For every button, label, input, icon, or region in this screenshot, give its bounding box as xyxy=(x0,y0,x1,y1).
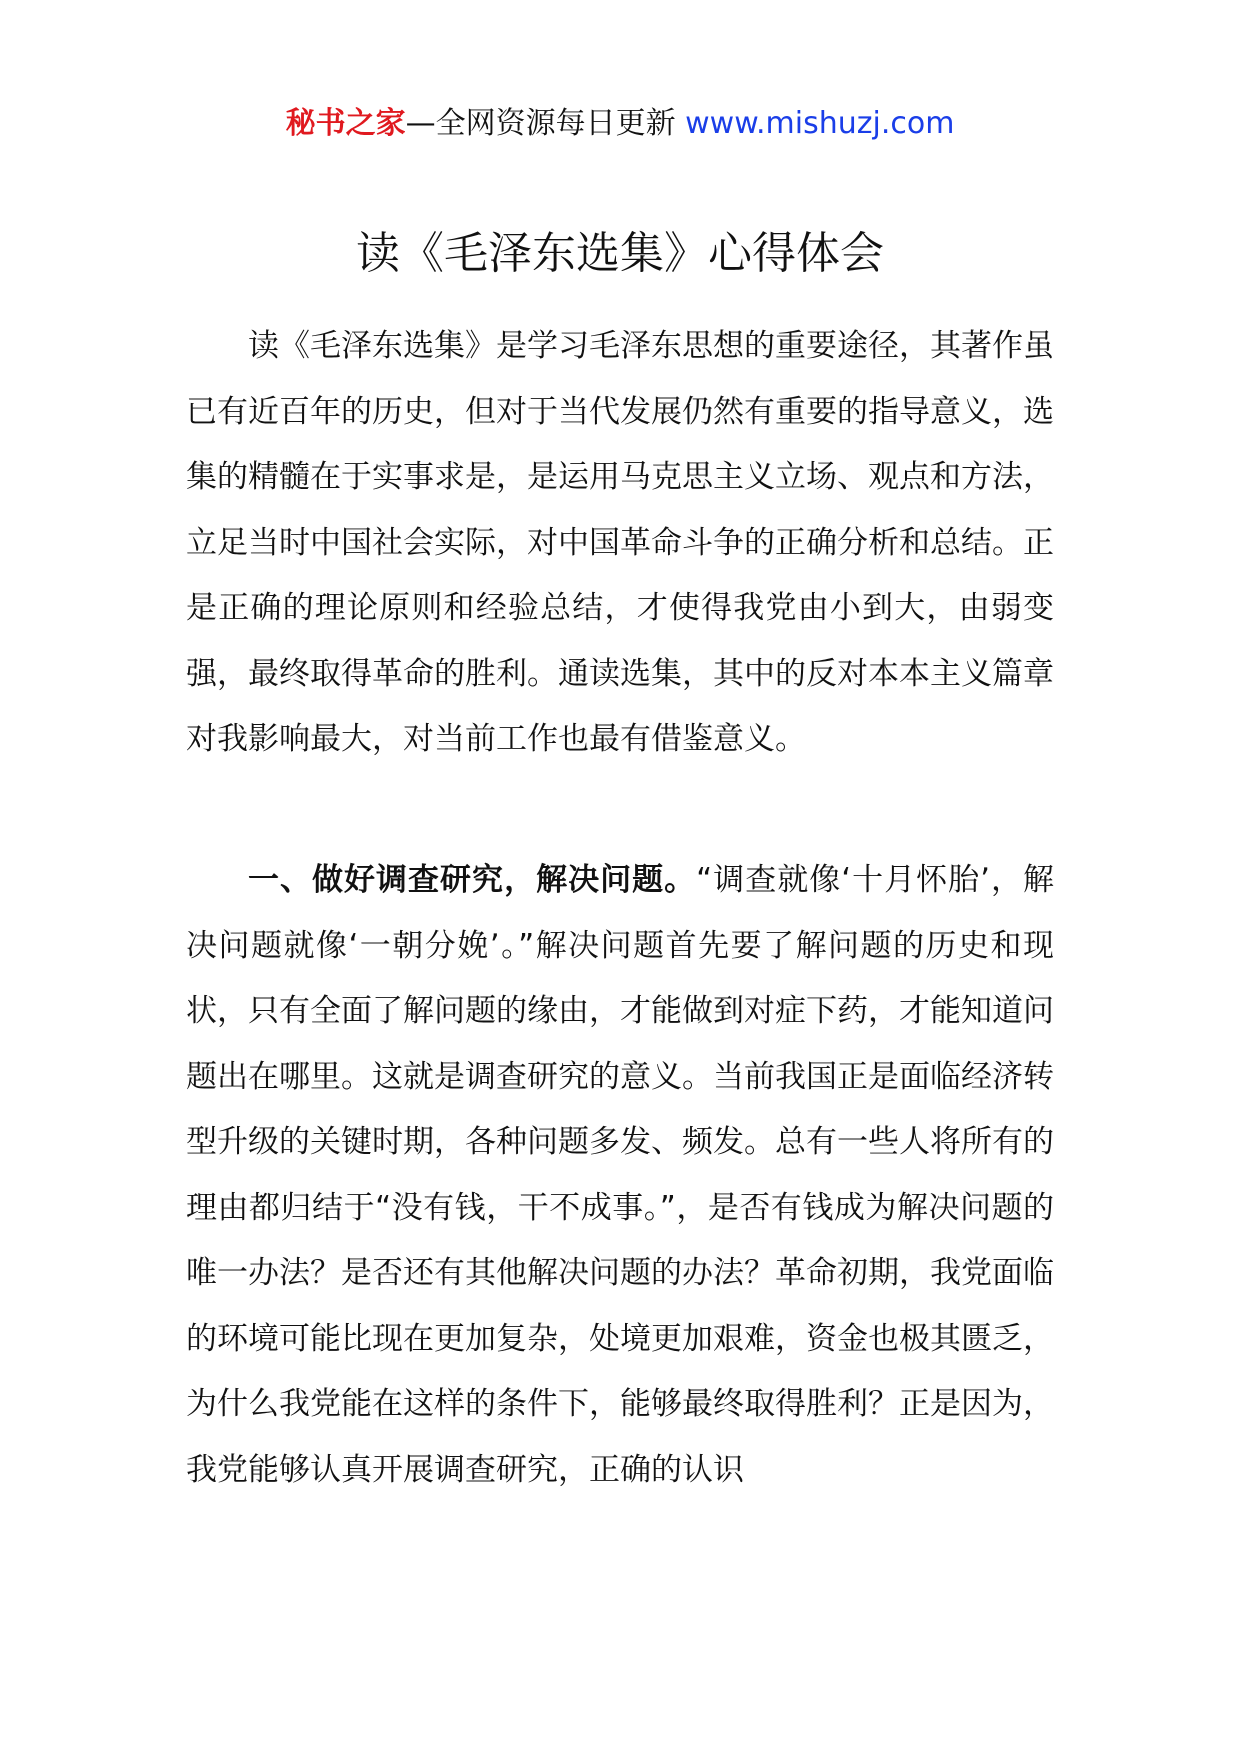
section-body: “调查就像‘十月怀胎’，解决问题就像‘一朝分娩’。”解决问题首先要了解问题的历史和现状，只有全面了解问题的缘由，才能做到对症下药，才能知道问题出在哪里。这就是调查研究的意义。当前我国正是面临经济转型升级的关键时期，各种问题多发、频发。总有一些人将所有的理由都归结于“没有钱，干不成事。”，是否有钱成为解决问题的唯一办法？是否还有其他解决问题的办法？革命初期，我党面临的环境可能比现在更加复杂，处境更加艰难，资金也极其匮乏，为什么我党能在这样的条件下，能够最终取得胜利？正是因为，我党能够认真开展调查研究，正确的认识 xyxy=(186,862,1054,1488)
document-title: 读《毛泽东选集》心得体会 xyxy=(356,228,884,279)
site-header xyxy=(0,104,1240,144)
header-tagline: —全网资源每日更新 xyxy=(405,106,686,141)
site-url-link[interactable]: www.mishuzj.com xyxy=(685,106,955,141)
section-heading: 一、做好调查研究，解决问题。 xyxy=(248,862,697,898)
paragraph-intro: 读《毛泽东选集》是学习毛泽东思想的重要途径，其著作虽已有近百年的历史，但对于当代发展仍然有重要的指导意义，选集的精髓在于实事求是，是运用马克思主义立场、观点和方法，立足当时中国社会实际，对中国革命斗争的正确分析和总结。正是正确的理论原则和经验总结，才使得我党由小到大，由弱变强，最终取得革命的胜利。通读选集，其中的反对本本主义篇章对我影响最大，对当前工作也最有借鉴意义。 xyxy=(186,328,1054,757)
paragraph-section-1 xyxy=(186,848,1054,1503)
brand-name: 秘书之家 xyxy=(285,106,406,141)
